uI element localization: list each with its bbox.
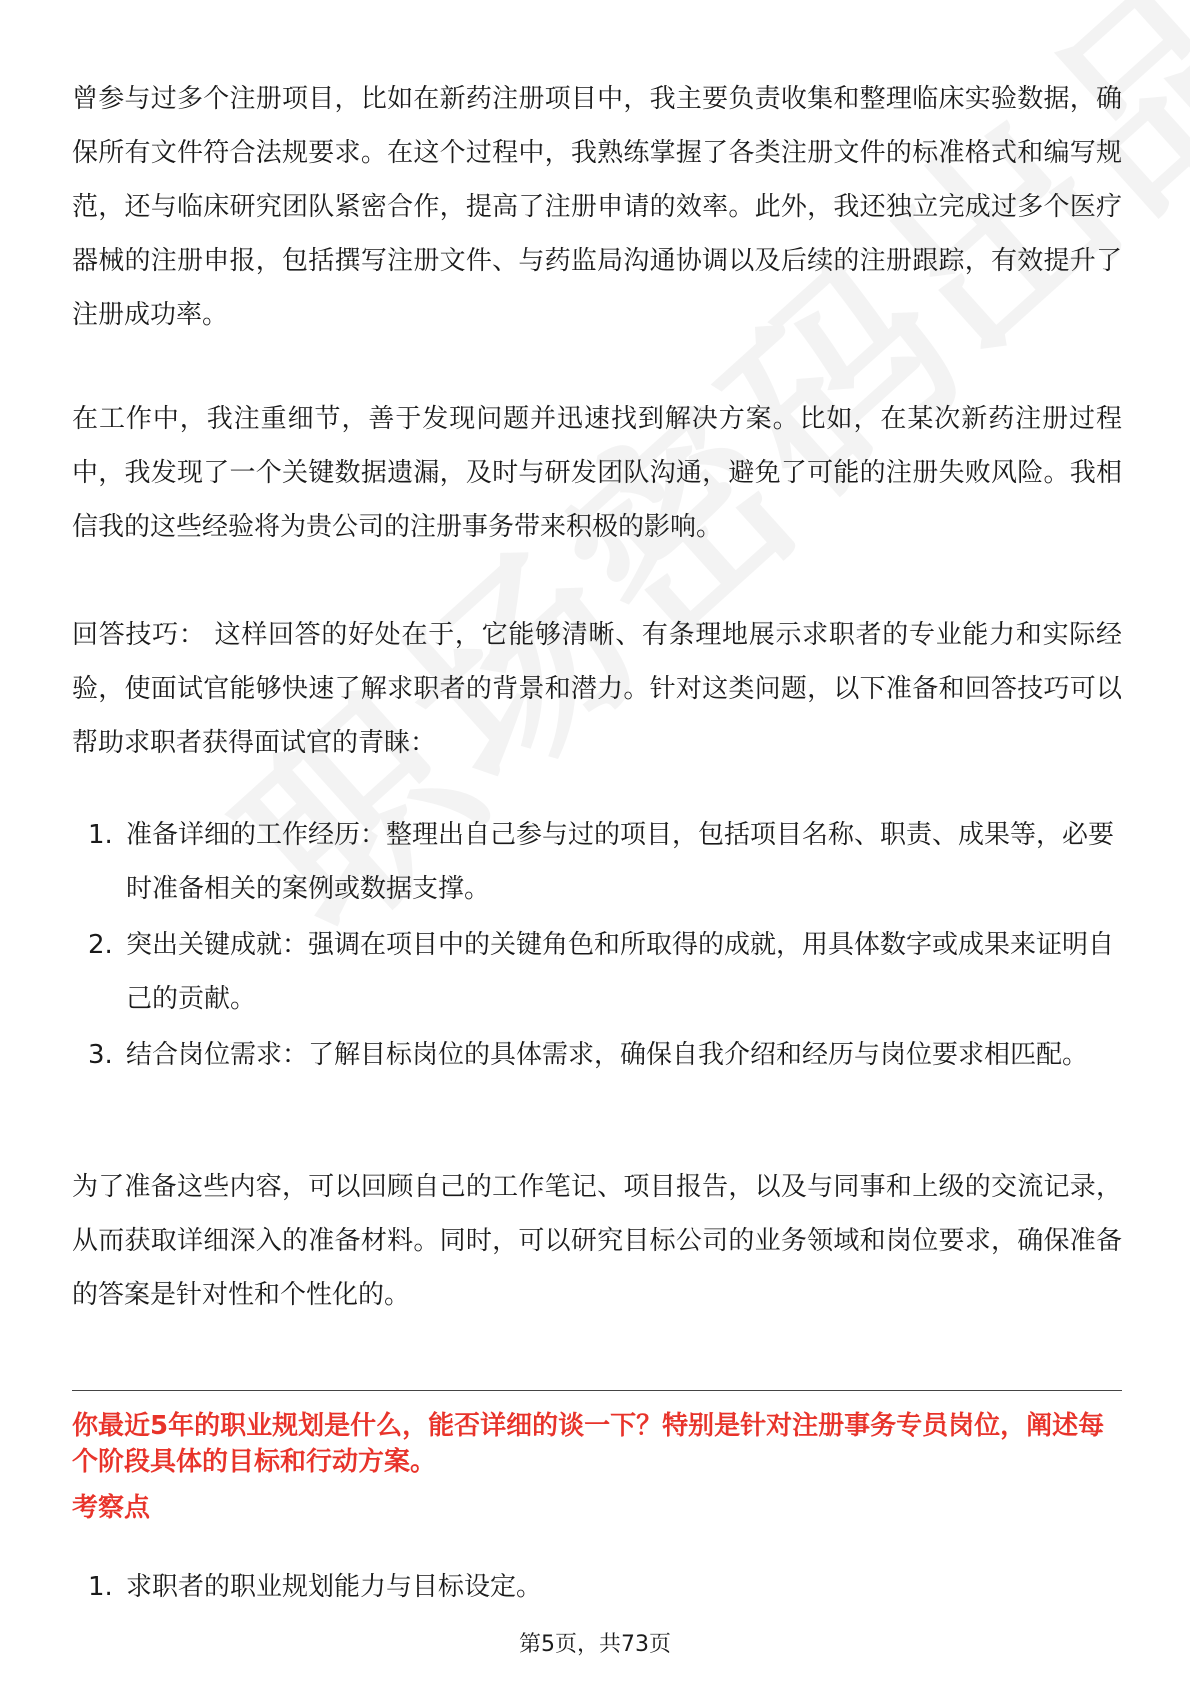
section-label: 考察点: [72, 1493, 151, 1523]
list-item: [72, 918, 1122, 1026]
question-heading: 你最近5年的职业规划是什么，能否详细的谈一下？特别是针对注册事务专员岗位，阐述每个阶段具体的目标和行动方案。: [72, 1411, 1105, 1477]
points-list: [72, 1560, 1122, 1614]
list-item-number: 1.: [88, 820, 113, 850]
answer-paragraph-2: 在工作中，我注重细节，善于发现问题并迅速找到解决方案。比如，在某次新药注册过程中，我发现了一个关键数据遗漏，及时与研发团队沟通，避免了可能的注册失败风险。我相信我的这些经验将为贵公司的注册事务带来积极的影响。: [72, 404, 1122, 542]
list-item-number: 2.: [88, 930, 113, 960]
list-item-text: 准备详细的工作经历：整理出自己参与过的项目，包括项目名称、职责、成果等，必要时准备相关的案例或数据支撑。: [126, 820, 1115, 904]
closing-paragraph: 为了准备这些内容，可以回顾自己的工作笔记、项目报告，以及与同事和上级的交流记录，从而获取详细深入的准备材料。同时，可以研究目标公司的业务领域和岗位要求，确保准备的答案是针对性和个性化的。: [72, 1172, 1122, 1310]
list-item-text: 求职者的职业规划能力与目标设定。: [126, 1572, 543, 1602]
page-number: 第5页，共73页: [519, 1632, 671, 1657]
tips-list: [72, 808, 1122, 1084]
list-item: [72, 808, 1122, 916]
list-item: [72, 1560, 1122, 1614]
section-divider: [72, 1390, 1122, 1391]
list-item-number: 3.: [88, 1040, 113, 1070]
answer-paragraph-1: 曾参与过多个注册项目，比如在新药注册项目中，我主要负责收集和整理临床实验数据，确保所有文件符合法规要求。在这个过程中，我熟练掌握了各类注册文件的标准格式和编写规范，还与临床研究团队紧密合作，提高了注册申请的效率。此外，我还独立完成过多个医疗器械的注册申报，包括撰写注册文件、与药监局沟通协调以及后续的注册跟踪，有效提升了注册成功率。: [72, 84, 1122, 330]
answer-tips-intro: 回答技巧： 这样回答的好处在于，它能够清晰、有条理地展示求职者的专业能力和实际经验，使面试官能够快速了解求职者的背景和潜力。针对这类问题，以下准备和回答技巧可以帮助求职者获得面试官的青睐：: [72, 620, 1122, 758]
list-item-text: 突出关键成就：强调在项目中的关键角色和所取得的成就，用具体数字或成果来证明自己的贡献。: [126, 930, 1115, 1014]
list-item-text: 结合岗位需求：了解目标岗位的具体需求，确保自我介绍和经历与岗位要求相匹配。: [126, 1040, 1089, 1070]
list-item-number: 1.: [88, 1572, 113, 1602]
list-item: [72, 1028, 1122, 1082]
